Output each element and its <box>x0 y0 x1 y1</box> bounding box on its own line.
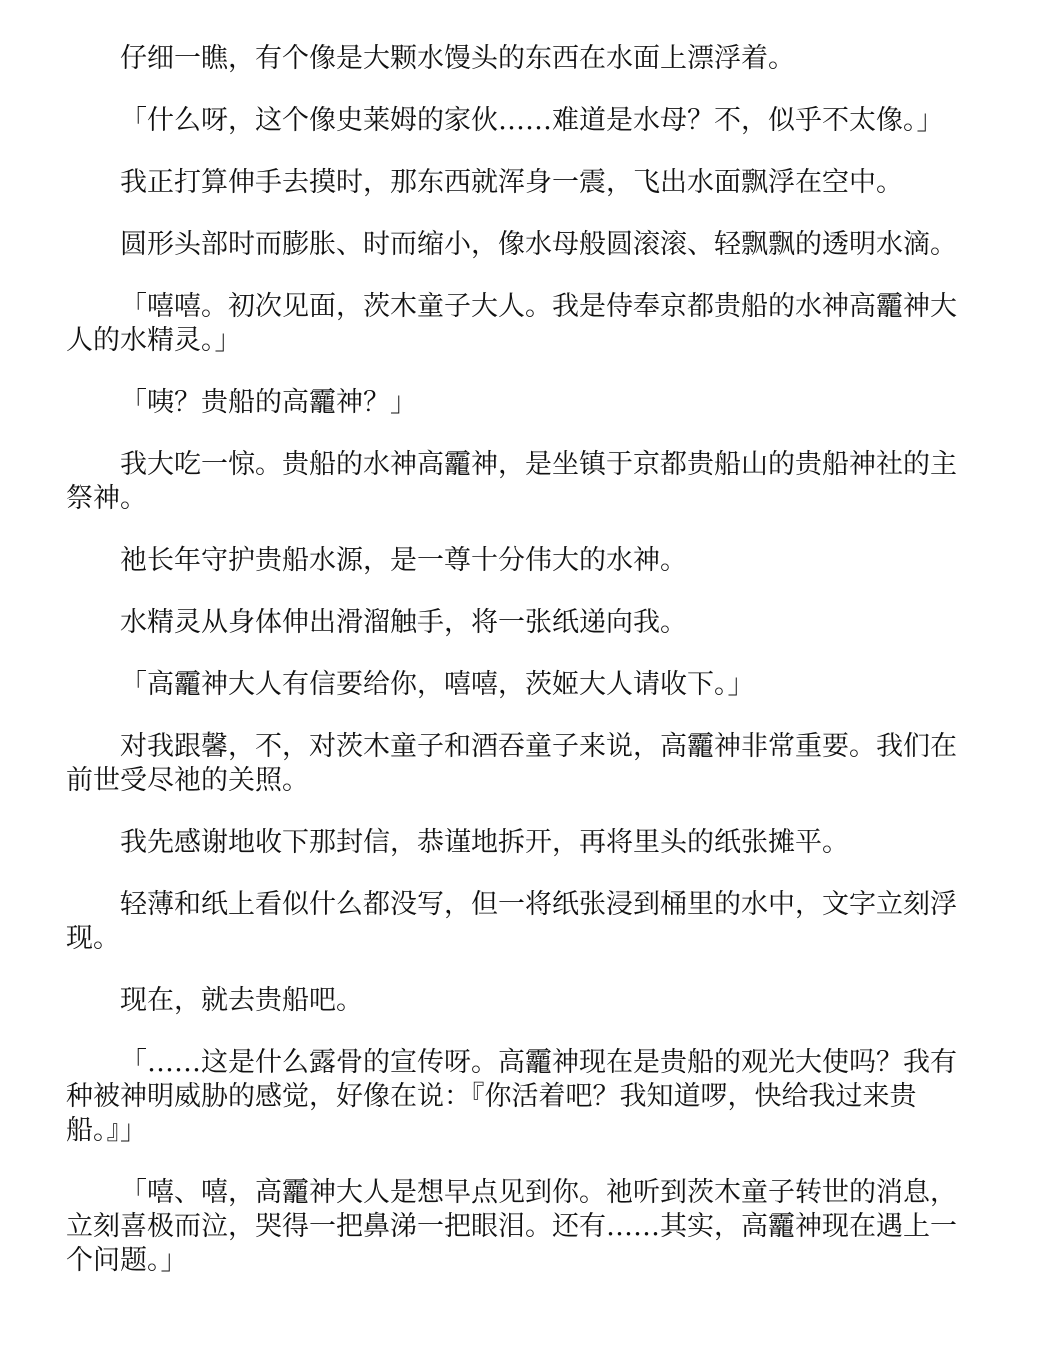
paragraph: 「……这是什么露骨的宣传呀。高龗神现在是贵船的观光大使吗？我有种被神明威胁的感觉，好像在说：『你活着吧？我知道啰，快给我过来贵船。』」 <box>66 1047 957 1146</box>
paragraph: 仔细一瞧，有个像是大颗水馒头的东西在水面上漂浮着。 <box>120 43 795 74</box>
paragraph: 对我跟馨，不，对茨木童子和酒吞童子来说，高龗神非常重要。我们在前世受尽祂的关照。 <box>66 731 957 796</box>
paragraph: 「嘻、嘻，高龗神大人是想早点见到你。祂听到茨木童子转世的消息，立刻喜极而泣，哭得一把鼻涕一把眼泪。还有……其实，高龗神现在遇上一个问题。」 <box>66 1177 957 1276</box>
paragraph: 「咦？贵船的高龗神？」 <box>120 387 417 418</box>
paragraph: 「高龗神大人有信要给你，嘻嘻，茨姬大人请收下。」 <box>120 669 755 700</box>
paragraph: 我正打算伸手去摸时，那东西就浑身一震，飞出水面飘浮在空中。 <box>120 167 903 198</box>
paragraph: 「什么呀，这个像史莱姆的家伙……难道是水母？不，似乎不太像。」 <box>120 105 944 136</box>
paragraph: 圆形头部时而膨胀、时而缩小，像水母般圆滚滚、轻飘飘的透明水滴。 <box>120 229 957 260</box>
paragraph: 水精灵从身体伸出滑溜触手，将一张纸递向我。 <box>120 607 687 638</box>
paragraph: 我先感谢地收下那封信，恭谨地拆开，再将里头的纸张摊平。 <box>120 827 849 858</box>
paragraph: 「嘻嘻。初次见面，茨木童子大人。我是侍奉京都贵船的水神高龗神大人的水精灵。」 <box>66 291 957 356</box>
paragraph: 祂长年守护贵船水源，是一尊十分伟大的水神。 <box>120 545 687 576</box>
paragraph: 我大吃一惊。贵船的水神高龗神，是坐镇于京都贵船山的贵船神社的主祭神。 <box>66 449 957 514</box>
paragraph: 现在，就去贵船吧。 <box>120 985 363 1016</box>
paragraph: 轻薄和纸上看似什么都没写，但一将纸张浸到桶里的水中，文字立刻浮现。 <box>66 889 957 954</box>
document-page <box>66 42 972 1306</box>
